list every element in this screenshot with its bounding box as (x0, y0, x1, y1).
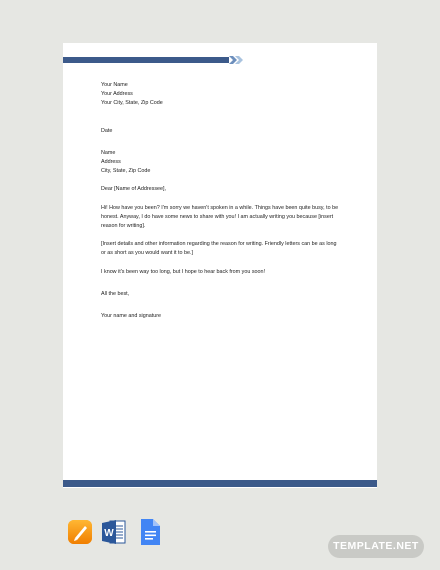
paragraph-1 (101, 204, 351, 232)
paragraph-3 (101, 268, 351, 277)
pages-icon[interactable] (67, 518, 93, 546)
paragraph-line: [Insert details and other information regarding the reason for writing. Friendly letters can be as long (101, 241, 337, 248)
recipient-address: Address (101, 159, 121, 166)
svg-text:W: W (104, 528, 114, 539)
closing: All the best, (101, 290, 130, 297)
letter-body (101, 81, 351, 321)
paragraph-line: honest. Anyway, I do have some news to share with you! I am actually writing you because [insert (101, 213, 334, 220)
google-docs-icon[interactable] (137, 518, 163, 546)
signature-line: Your name and signature (101, 313, 162, 320)
brand-badge[interactable]: TEMPLATE.NET (328, 535, 424, 558)
chevron-right-icon (235, 56, 243, 64)
recipient-block (101, 149, 351, 177)
paragraph-line: or as short as you would want it to be.] (101, 250, 193, 257)
date-line: Date (101, 127, 113, 134)
recipient-name: Name (101, 149, 116, 156)
paragraph-line: I know it's been way too long, but I hope to hear back from you soon! (101, 268, 266, 275)
sender-address: Your Address (101, 91, 133, 98)
letter-page (63, 43, 377, 488)
paragraph-2 (101, 240, 351, 258)
salutation: Dear [Name of Addressee], (101, 186, 167, 193)
paragraph-line: Hi! How have you been? I'm sorry we haven't spoken in a while. Things have been quite busy, to be (101, 204, 339, 211)
sender-name: Your Name (101, 82, 128, 88)
word-icon[interactable] (101, 518, 127, 546)
footer-accent-bar (63, 480, 377, 487)
sender-city: Your City, State, Zip Code (101, 100, 163, 107)
recipient-city: City, State, Zip Code (101, 168, 151, 175)
header-accent-bar (63, 57, 229, 63)
paragraph-line: reason for writing]. (101, 223, 146, 230)
sender-block (101, 81, 351, 109)
